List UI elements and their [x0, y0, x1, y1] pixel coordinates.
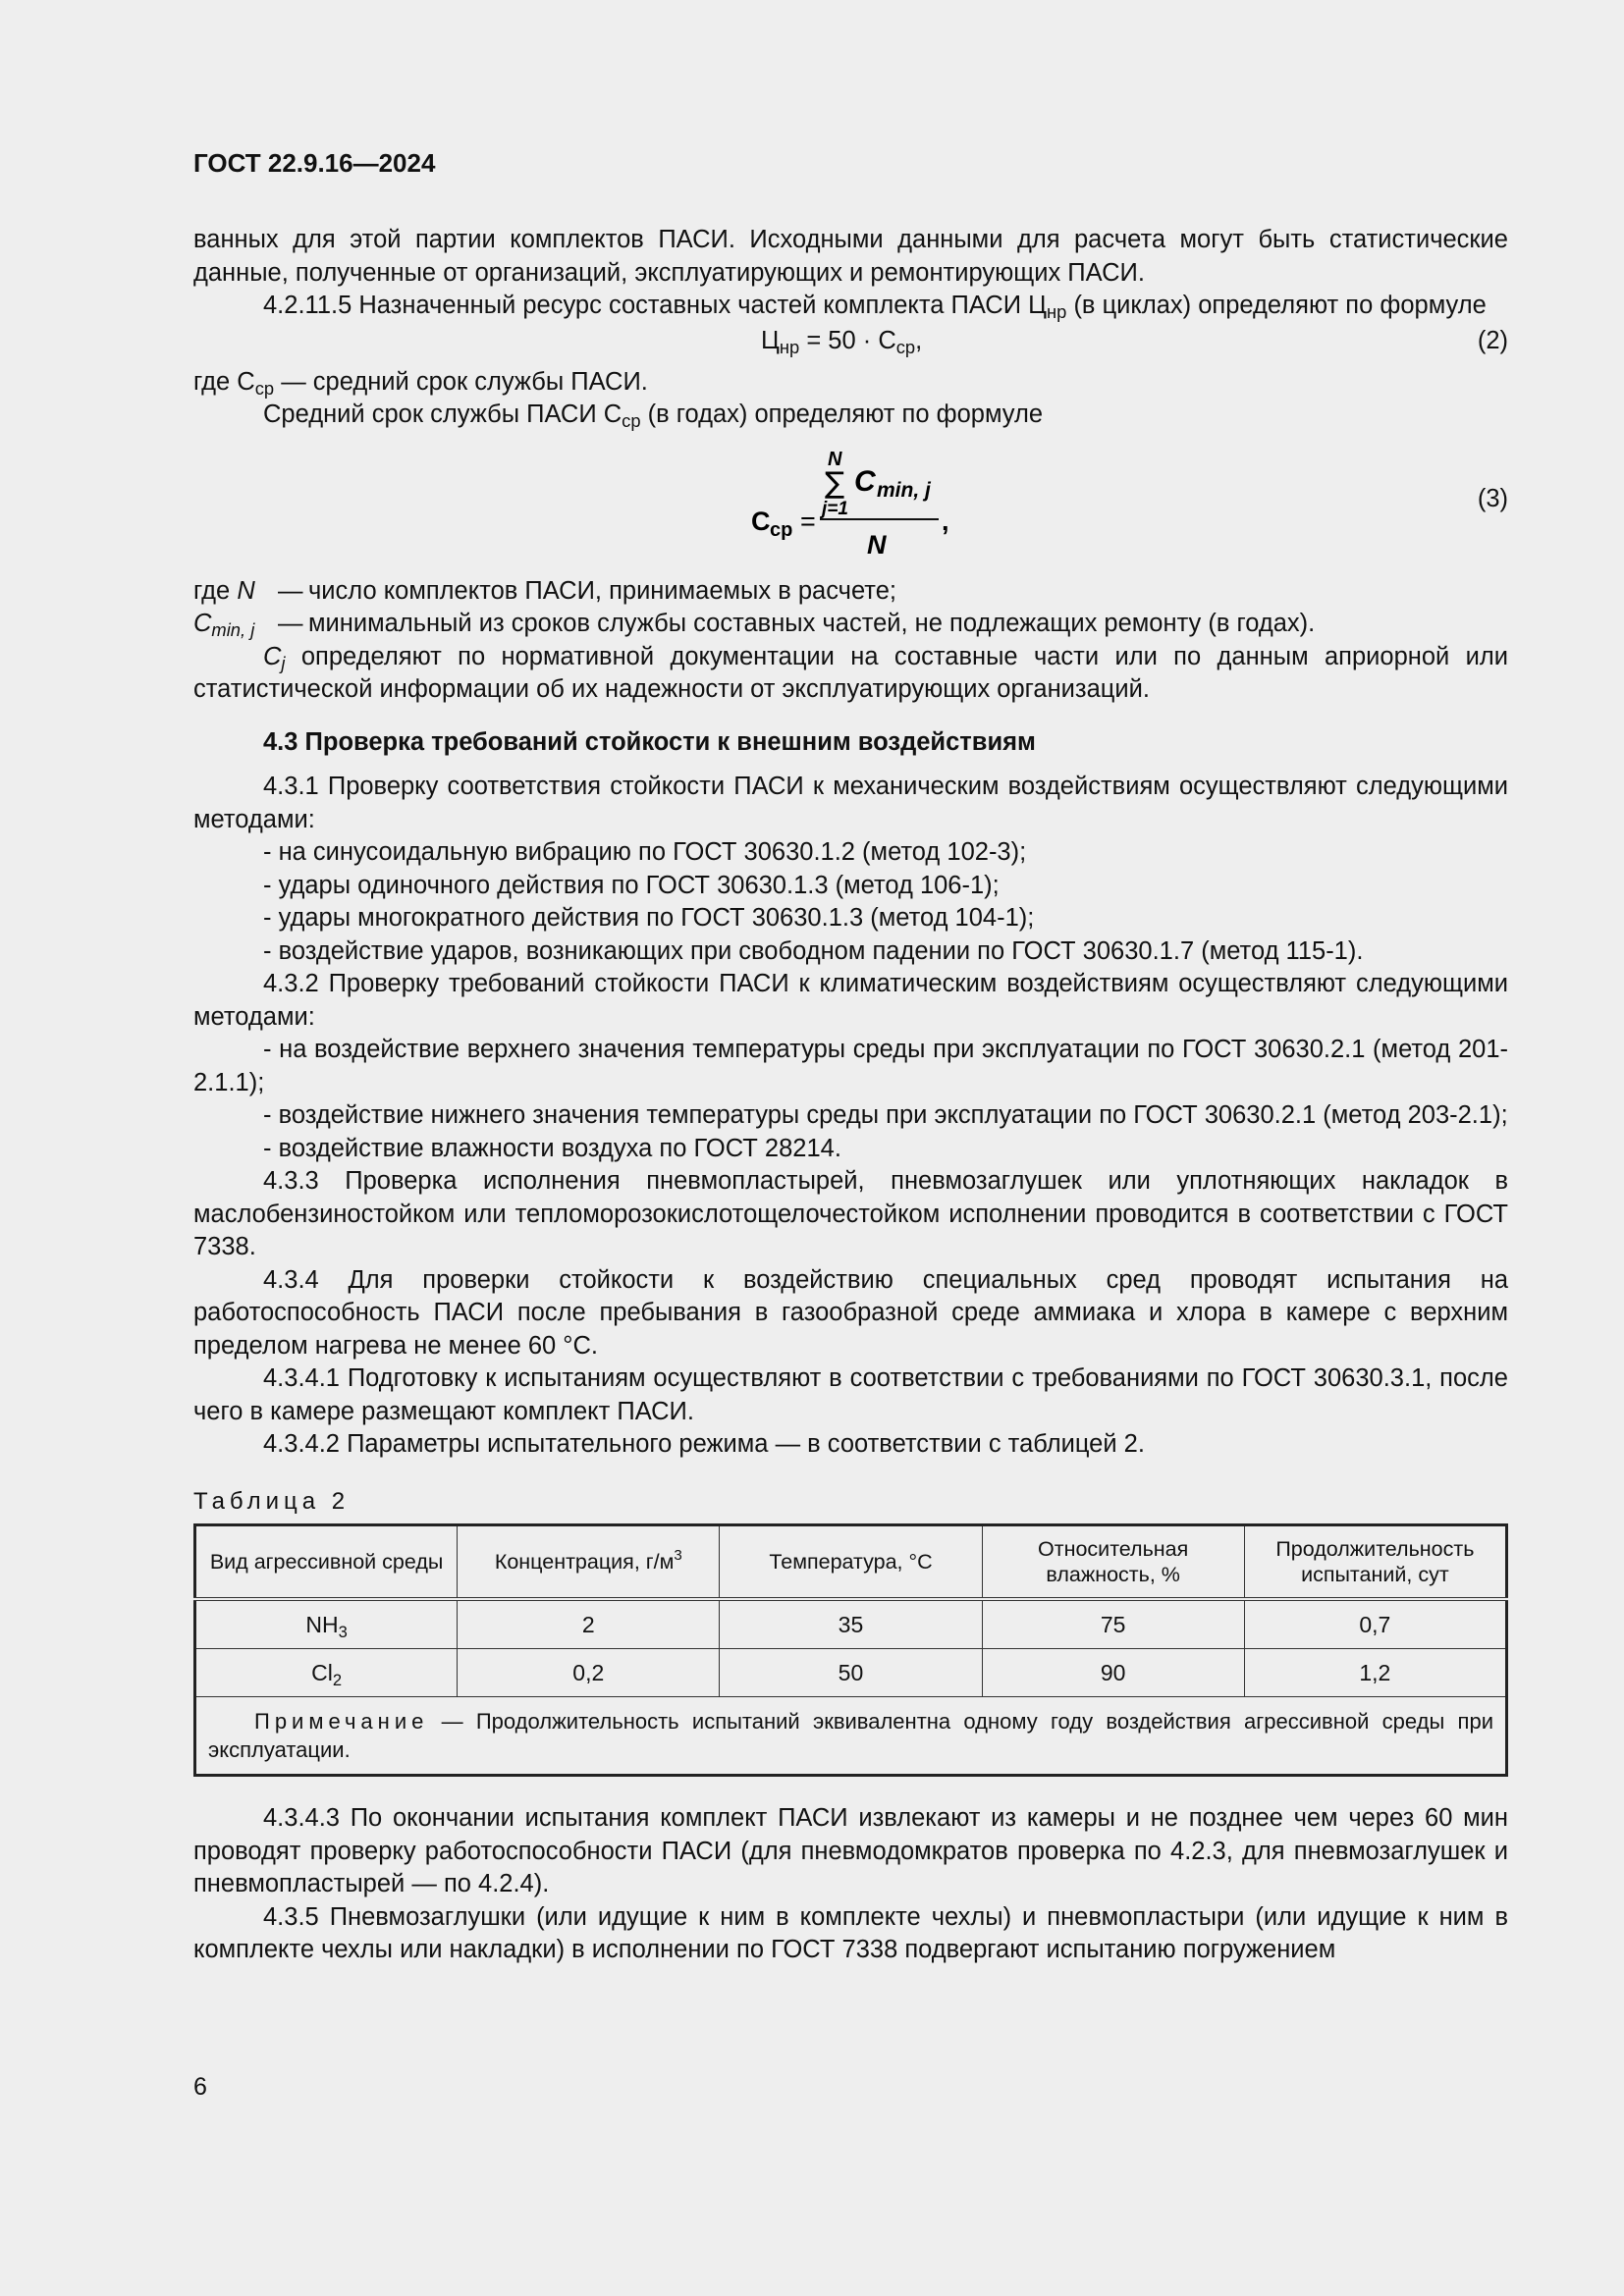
table-cell: 1,2 — [1244, 1649, 1506, 1697]
denominator: N — [867, 529, 887, 560]
definitions-list — [193, 575, 1508, 641]
table-cell: $Cl_2$ — [195, 1649, 458, 1697]
paragraph-4-3-4-2: 4.3.4.2 Параметры испытательного режима — в соответствии с таблицей 2. — [263, 1430, 1145, 1458]
list-item: - воздействие ударов, возникающих при свободном падении по ГОСТ 30630.1.7 (метод 115-1). — [263, 936, 1364, 965]
paragraph-4-3-1: 4.3.1 Проверку соответствия стойкости ПАСИ к механическим воздействиям осуществляют следующими методами: — [193, 773, 1508, 833]
paragraph-4-3-2: 4.3.2 Проверку требований стойкости ПАСИ к климатическим воздействиям осуществляют следующими методами: — [193, 970, 1508, 1031]
list-item: - воздействие влажности воздуха по ГОСТ 28214. — [263, 1134, 841, 1162]
table-header-row — [195, 1525, 1507, 1600]
table-2 — [193, 1523, 1508, 1777]
page-content — [193, 224, 1508, 1967]
table-header-cell: Вид агрессивной среды — [195, 1525, 458, 1600]
table-cell: 2 — [458, 1599, 720, 1649]
paragraph-continuation: ванных для этой партии комплектов ПАСИ. Исходными данными для расчета могут быть статистические данные, полученные от организаций, эксплуатирующих и ремонтирующих ПАСИ. — [193, 226, 1508, 287]
sum-upper-limit: N — [828, 448, 842, 470]
numerator-subscript: min, j — [877, 478, 931, 502]
list-item: - удары одиночного действия по ГОСТ 30630.1.3 (метод 106-1); — [263, 871, 1000, 899]
paragraph-4-2-11-5: 4.2.11.5 Назначенный ресурс составных частей комплекта ПАСИ $Ц_{нр}$ (в циклах) определяют по формуле — [263, 292, 1487, 322]
table-cell: 75 — [982, 1599, 1244, 1649]
formula-3 — [193, 432, 1508, 569]
table-row — [195, 1599, 1507, 1649]
sum-lower-limit: j=1 — [822, 498, 848, 519]
formula-2-number: (2) — [1477, 326, 1508, 354]
table-note: Примечание — Продолжительность испытаний эквивалентна одному году воздействия агрессивной среды при эксплуатации. — [195, 1697, 1507, 1776]
list-item: - на воздействие верхнего значения температуры среды при эксплуатации по ГОСТ 30630.2.1 (метод 201-2.1.1); — [193, 1036, 1508, 1096]
numerator-term: C — [854, 464, 876, 498]
table-row — [195, 1649, 1507, 1697]
list-item: - на синусоидальную вибрацию по ГОСТ 30630.1.2 (метод 102-3); — [263, 838, 1027, 866]
table-cell: 0,7 — [1244, 1599, 1506, 1649]
table-header-cell: Продолжительность испытаний, сут — [1244, 1525, 1506, 1600]
table-cell: 0,2 — [458, 1649, 720, 1697]
table-cell: 90 — [982, 1649, 1244, 1697]
table-cell: $NH_3$ — [195, 1599, 458, 1649]
table-cell: 50 — [720, 1649, 982, 1697]
table-note-row — [195, 1697, 1507, 1776]
formula-3-lhs: C — [751, 506, 771, 536]
table-header-cell: Концентрация, $г/м^3$ — [458, 1525, 720, 1600]
formula-2 — [193, 323, 1508, 366]
paragraph-4-3-3: 4.3.3 Проверка исполнения пневмопластырей, пневмозаглушек или уплотняющих накладок в маслобензиностойком или тепломорозокислотощелочестойком исполнении проводится в соответствии с ГОСТ 7338. — [193, 1167, 1508, 1260]
table-header-cell: Температура, °С — [720, 1525, 982, 1600]
formula-3-equals: = — [800, 506, 816, 536]
paragraph-average-life: Средний срок службы ПАСИ $С_{ср}$ (в годах) определяют по формуле — [263, 400, 1044, 431]
formula-3-graphic — [748, 432, 1161, 569]
table-header-cell: Относительная влажность, % — [982, 1525, 1244, 1600]
list-item: - удары многократного действия по ГОСТ 30630.1.3 (метод 104-1); — [263, 904, 1035, 932]
definition-n: где N — число комплектов ПАСИ, принимаемых в расчете; — [193, 576, 896, 605]
formula-3-comma: , — [942, 506, 949, 536]
definition-cmin: $C_{min, j}$ — минимальный из сроков службы составных частей, не подлежащих ремонту (в годах). — [193, 610, 1316, 640]
list-item: - воздействие нижнего значения температуры среды при эксплуатации по ГОСТ 30630.2.1 (метод 203-2.1); — [263, 1101, 1508, 1129]
page-number: 6 — [193, 2073, 207, 2101]
section-heading-4-3: 4.3 Проверка требований стойкости к внешним воздействиям — [263, 727, 1036, 756]
formula-3-lhs-subscript: ср — [770, 518, 793, 541]
table-caption: Таблица 2 — [193, 1487, 351, 1515]
sum-symbol-icon: ∑ — [825, 465, 845, 501]
paragraph-4-3-5: 4.3.5 Пневмозаглушки (или идущие к ним в комплекте чехлы) и пневмопластыри (или идущие к ним в комплекте чехлы или накладки) в исполнении по ГОСТ 7338 подвергают испытанию погружением — [193, 1902, 1508, 1963]
table-cell: 35 — [720, 1599, 982, 1649]
page-header: ГОСТ 22.9.16—2024 — [193, 148, 436, 178]
formula-2-explanation: где $С_{ср}$ — средний срок службы ПАСИ. — [193, 367, 648, 399]
paragraph-4-3-4-3: 4.3.4.3 По окончании испытания комплект ПАСИ извлекают из камеры и не позднее чем через 60 мин проводят проверку работоспособности ПАСИ (для пневмодомкратов проверка по 4.2.3, для пневмозаглушек и пневмопластырей — по 4.2.4). — [193, 1804, 1508, 1897]
paragraph-4-3-4-1: 4.3.4.1 Подготовку к испытаниям осуществляют в соответствии с требованиями по ГОСТ 30630.3.1, после чего в камере размещают комплект ПАСИ. — [193, 1364, 1508, 1425]
paragraph-4-3-4: 4.3.4 Для проверки стойкости к воздействию специальных сред проводят испытания на работоспособность ПАСИ после пребывания в газообразной среде аммиака и хлора в камере с верхним пределом нагрева не менее 60 °С. — [193, 1265, 1508, 1360]
formula-3-number: (3) — [1477, 484, 1508, 512]
formula-2-expression: $Ц_{нр} = 50 \cdot С_{ср}$, — [761, 326, 923, 357]
paragraph-cj: $C_j$ определяют по нормативной документации на составные части или по данным априорной или статистической информации об их надежности от эксплуатирующих организаций. — [193, 642, 1508, 703]
